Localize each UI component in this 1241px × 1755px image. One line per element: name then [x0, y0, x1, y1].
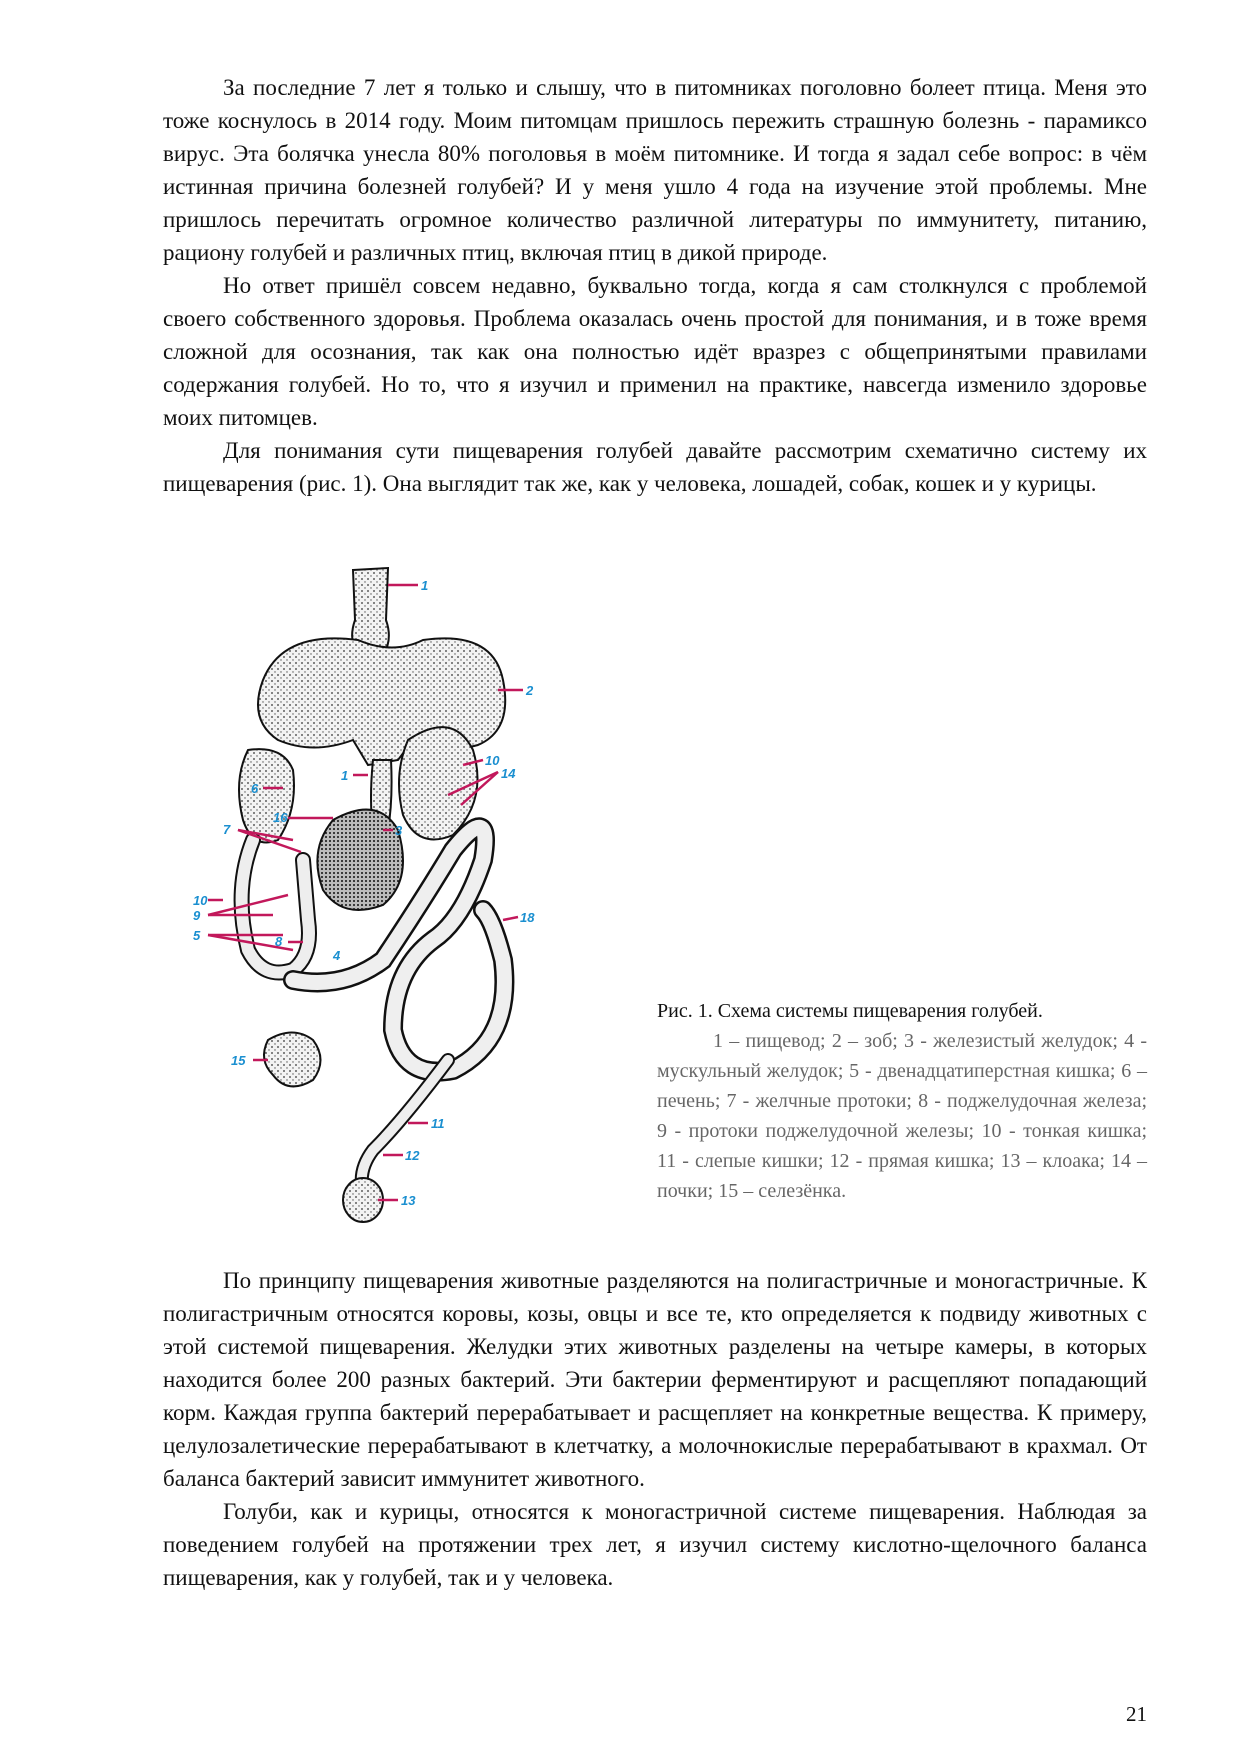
figure-label: 11 [431, 1116, 445, 1131]
body-text-top [163, 71, 1147, 500]
figure-label: 3 [395, 823, 403, 838]
figure-label: 9 [193, 908, 201, 923]
figure-label: 10 [193, 893, 208, 908]
figure-label: 13 [401, 1193, 416, 1208]
liver-shape [239, 749, 294, 842]
body-text-bottom [163, 1264, 1147, 1594]
paragraph: За последние 7 лет я только и слышу, что в питомниках поголовно болеет птица. Меня это тоже коснулось в 2014 году. Моим питомцам пришлось пережить страшную болезнь - парамиксо вирус. Эта болячка унесла 80% поголовья в моём питомнике. И тогда я задал себе вопрос: в чём истинная причина болезней голубей? И у меня ушло 4 года на изучение этой проблемы. Мне пришлось перечитать огромное количество различной литературы по иммунитету, питанию, рациону голубей и различных птиц, включая птиц в дикой природе. [163, 75, 1147, 265]
figure-label: 15 [231, 1053, 246, 1068]
figure-label: 8 [275, 934, 283, 949]
paragraph: Для понимания сути пищеварения голубей давайте рассмотрим схематично систему их пищеварения (рис. 1). Она выглядит так же, как у человека, лошадей, собак, кошек и у курицы. [163, 438, 1147, 496]
figure-label: 1 [341, 768, 349, 783]
figure-label: 18 [520, 910, 535, 925]
caption-legend: 1 – пищевод; 2 – зоб; 3 - железистый желудок; 4 - мускульный желудок; 5 - двенадцатиперстная кишка; 6 – печень; 7 - желчные протоки; 8 - поджелудочная железа; 9 - протоки поджелудочной железы; 10 - тонкая кишка; 11 - слепые кишки; 12 - прямая кишка; 13 – клоака; 14 – почки; 15 – селезёнка. [657, 1030, 1147, 1202]
digestive-system-figure [193, 560, 633, 1250]
paragraph: Голуби, как и курицы, относятся к моногастричной системе пищеварения. Наблюдая за поведением голубей на протяжении трех лет, я изучил систему кислотно-щелочного баланса пищеварения, как у голубей, так и у человека. [163, 1499, 1147, 1590]
figure-label: 16 [273, 810, 288, 825]
spleen-shape [264, 1033, 321, 1087]
figure-label: 12 [405, 1148, 420, 1163]
caption-title: Рис. 1. Схема системы пищеварения голубей. [657, 1000, 1043, 1022]
figure-label: 6 [251, 781, 259, 796]
figure-label: 10 [485, 753, 500, 768]
figure-label: 4 [333, 948, 341, 963]
figure-label: 7 [223, 822, 231, 837]
paragraph: Но ответ пришёл совсем недавно, буквально тогда, когда я сам столкнулся с проблемой своего собственного здоровья. Проблема оказалась очень простой для понимания, и в тоже время сложной для осознания, так как она полностью идёт вразрез с общепринятыми правилами содержания голубей. Но то, что я изучил и применил на практике, навсегда изменило здоровье моих питомцев. [163, 273, 1147, 430]
digestive-system-drawing [193, 560, 633, 1250]
figure-label: 5 [193, 928, 201, 943]
figure-label: 2 [526, 683, 534, 698]
paragraph: По принципу пищеварения животные разделяются на полигастричные и моногастричные. К полигастричным относятся коровы, козы, овцы и все те, кто определяется к подвиду животных с этой системой пищеварения. Желудки этих животных разделены на четыре камеры, в которых находится более 200 разных бактерий. Эти бактерии ферментируют и расщепляют попадающий корм. Каждая группа бактерий перерабатывает и расщепляет на конкретные вещества. К примеру, целулозалетические перерабатывают в клетчатку, а молочнокислые перерабатывают в крахмал. От баланса бактерий зависит иммунитет животного. [163, 1268, 1147, 1491]
cloaca-shape [343, 1178, 383, 1222]
figure-caption [657, 996, 1147, 1206]
figure-label: 14 [501, 766, 516, 781]
figure-label: 1 [421, 578, 429, 593]
page-number: 21 [1126, 1702, 1147, 1726]
gizzard-shape [317, 810, 403, 910]
